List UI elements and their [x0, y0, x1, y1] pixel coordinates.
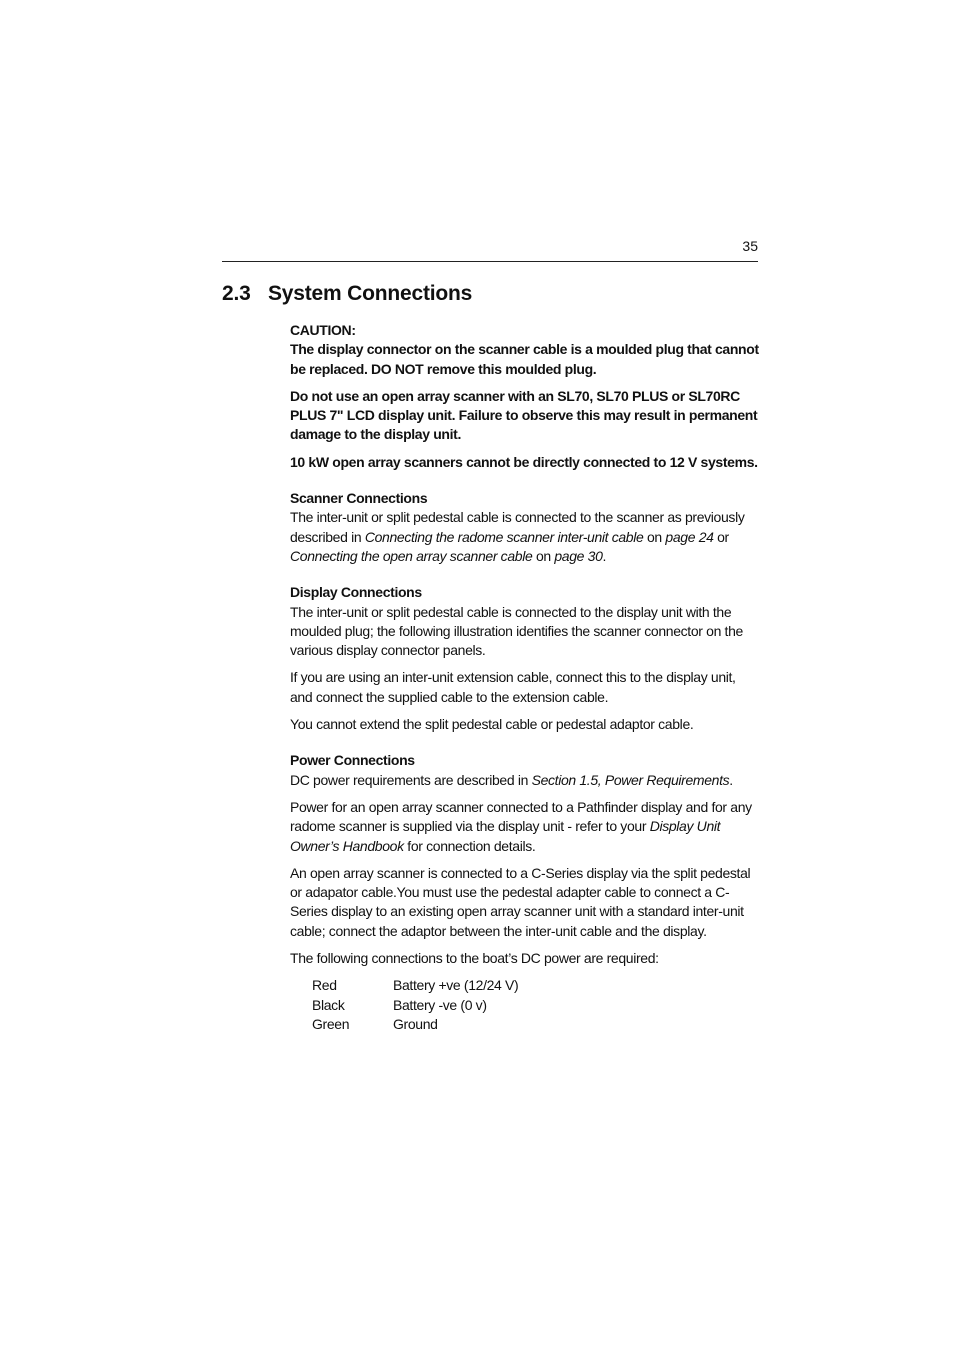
wire-connection: Ground — [393, 1015, 438, 1032]
table-row — [312, 996, 518, 1015]
power-ref-handbook[interactable]: Display Unit Owner’s Handbook — [290, 818, 721, 854]
power-paragraph-3: An open array scanner is connected to a C-Series display via the split pedestal or adapator cable.You must use the pedestal adapter cable to connect a C-Series display to an existing open array scanner unit with a standard inter-unit cable; connect the adaptor between the inter-unit cable and the display. — [290, 864, 751, 939]
wire-connection: Battery +ve (12/24 V) — [393, 977, 519, 994]
scanner-text-5: . — [602, 547, 607, 564]
display-connections-heading: Display Connections — [290, 584, 422, 601]
power-p1-end: . — [729, 771, 733, 788]
power-connections-heading: Power Connections — [290, 752, 415, 769]
caution-paragraph-3: 10 kW open array scanners cannot be directly connected to 12 V systems. — [290, 453, 758, 470]
power-p2-end: for connection details. — [403, 837, 536, 854]
section-number: 2.3 — [222, 282, 251, 305]
caution-paragraph-1: The display connector on the scanner cable is a moulded plug that cannot be replaced. DO NOT remove this moulded plug. — [290, 341, 759, 377]
wire-color: Green — [312, 1015, 350, 1032]
power-wire-table — [312, 976, 518, 1034]
power-paragraph-4: The following connections to the boat’s DC power are required: — [290, 950, 659, 967]
scanner-text-3: or — [713, 528, 729, 545]
wire-connection: Battery -ve (0 v) — [393, 996, 487, 1013]
section-title-text: System Connections — [268, 282, 473, 305]
scanner-connections-heading: Scanner Connections — [290, 490, 428, 507]
table-row — [312, 976, 518, 995]
power-ref-section-1-5[interactable]: Section 1.5, Power Requirements — [531, 771, 730, 788]
power-paragraph-1 — [290, 771, 760, 790]
scanner-text-1: The inter-unit or split pedestal cable is connected to the scanner as previously described in — [290, 509, 745, 545]
header-rule — [222, 261, 758, 262]
display-paragraph-3: You cannot extend the split pedestal cable or pedestal adaptor cable. — [290, 716, 694, 733]
caution-heading: CAUTION: — [290, 322, 356, 338]
scanner-page-ref-24[interactable]: page 24 — [665, 528, 714, 545]
power-paragraph-2 — [290, 798, 760, 856]
power-p2-text: Power for an open array scanner connected to a Pathfinder display and for any radome scanner is supplied via the display unit - refer to your — [290, 798, 752, 835]
wire-color: Red — [312, 977, 337, 994]
scanner-link-open-array[interactable]: Connecting the open array scanner cable — [290, 547, 533, 564]
wire-color: Black — [312, 996, 345, 1013]
caution-paragraph-2: Do not use an open array scanner with an SL70, SL70 PLUS or SL70RC PLUS 7" LCD display unit. Failure to observe this may result in permanent damage to the display unit. — [290, 387, 758, 443]
scanner-connections-paragraph — [290, 508, 760, 566]
scanner-text-2: on — [643, 528, 666, 545]
section-title — [222, 282, 472, 306]
power-p1-text: DC power requirements are described in — [290, 771, 532, 788]
display-paragraph-1: The inter-unit or split pedestal cable is connected to the display unit with the moulded plug; the following illustration identifies the scanner connector on the various display connector panels. — [290, 603, 743, 659]
page-number: 35 — [742, 238, 758, 254]
scanner-text-4: on — [532, 547, 555, 564]
scanner-link-radome[interactable]: Connecting the radome scanner inter-unit cable — [364, 528, 644, 545]
display-paragraph-2: If you are using an inter-unit extension cable, connect this to the display unit, and connect the supplied cable to the extension cable. — [290, 669, 736, 705]
table-row — [312, 1015, 518, 1034]
scanner-page-ref-30[interactable]: page 30 — [554, 547, 603, 564]
page-content — [290, 321, 760, 1034]
